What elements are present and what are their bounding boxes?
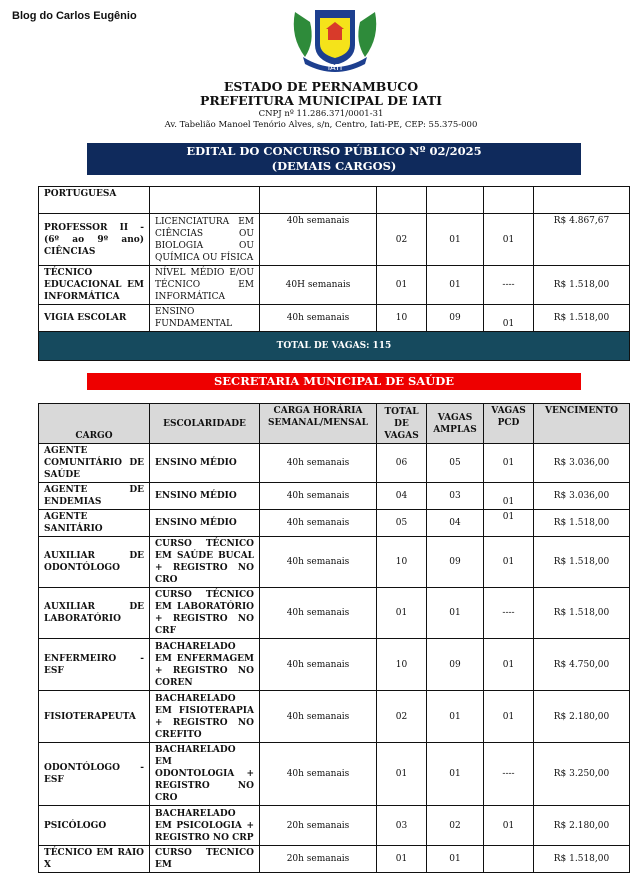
total-cell (377, 187, 427, 214)
escolaridade-cell: ENSINO MÉDIO (150, 483, 260, 510)
vencimento-cell: R$ 1.518,00 (534, 846, 630, 873)
edital-title: EDITAL DO CONCURSO PÚBLICO Nº 02/2025 (186, 144, 482, 158)
total-cell: 10 (377, 537, 427, 588)
blog-watermark: Blog do Carlos Eugênio (12, 10, 137, 22)
escolaridade-cell: ENSINO FUNDAMENTAL (150, 305, 260, 332)
header-escolaridade: ESCOLARIDADE (150, 404, 260, 444)
cargo-cell: PSICÓLOGO (39, 806, 150, 846)
pcd-cell: 01 (484, 691, 534, 743)
table-row (39, 537, 630, 588)
table-row (39, 639, 630, 691)
total-cell: 06 (377, 444, 427, 483)
table-row (39, 444, 630, 483)
vencimento-cell: R$ 1.518,00 (534, 266, 630, 305)
table-row (39, 806, 630, 846)
cargo-cell: FISIOTERAPEUTA (39, 691, 150, 743)
vencimento-cell: R$ 1.518,00 (534, 305, 630, 332)
total-cell: 01 (377, 588, 427, 639)
vencimento-cell: R$ 2.180,00 (534, 806, 630, 846)
table-row (39, 691, 630, 743)
iati-coat-of-arms-icon (285, 2, 385, 77)
table-row (39, 187, 630, 214)
carga-cell (260, 187, 377, 214)
cargo-cell: AUXILIAR DE LABORATÓRIO (39, 588, 150, 639)
total-cell: 01 (377, 846, 427, 873)
table-row (39, 214, 630, 266)
carga-cell: 40h semanais (260, 444, 377, 483)
escolaridade-cell: BACHARELADO EM FISIOTERAPIA + REGISTRO NO CREFITO (150, 691, 260, 743)
carga-cell: 40h semanais (260, 483, 377, 510)
vencimento-cell: R$ 3.036,00 (534, 444, 630, 483)
table-header-row (39, 404, 630, 444)
pcd-cell: 01 (484, 305, 534, 332)
pcd-cell: 01 (484, 806, 534, 846)
address-text: Av. Tabelião Manoel Tenório Alves, s/n, Centro, Iati-PE, CEP: 55.375-000 (164, 120, 478, 130)
cargo-cell: TÉCNICO EDUCACIONAL EM INFORMÁTICA (39, 266, 150, 305)
amplas-cell: 01 (427, 214, 484, 266)
total-row (39, 332, 630, 361)
table-row (39, 743, 630, 806)
pcd-cell (484, 846, 534, 873)
total-cell: 02 (377, 214, 427, 266)
amplas-cell: 01 (427, 743, 484, 806)
pcd-cell: 01 (484, 510, 534, 537)
cargo-cell: PROFESSOR II - (6º ao 9º ano) CIÊNCIAS (39, 214, 150, 266)
prefeitura-heading: PREFEITURA MUNICIPAL DE IATI (199, 93, 443, 108)
cargo-cell: VIGIA ESCOLAR (39, 305, 150, 332)
total-cell: 02 (377, 691, 427, 743)
escolaridade-cell: BACHARELADO EM ENFERMAGEM + REGISTRO NO COREN (150, 639, 260, 691)
vencimento-cell: R$ 2.180,00 (534, 691, 630, 743)
header-amplas: VAGAS AMPLAS (427, 404, 484, 444)
amplas-cell: 09 (427, 305, 484, 332)
cargo-cell: PORTUGUESA (39, 187, 150, 214)
vencimento-cell: R$ 3.036,00 (534, 483, 630, 510)
vencimento-cell: R$ 1.518,00 (534, 537, 630, 588)
total-cell: 10 (377, 305, 427, 332)
carga-cell: 40h semanais (260, 510, 377, 537)
escolaridade-cell: LICENCIATURA EM CIÊNCIAS OU BIOLOGIA OU QUÍMICA OU FÍSICA (150, 214, 260, 266)
cargo-cell: AGENTE SANITÁRIO (39, 510, 150, 537)
education-vacancy-table (38, 186, 630, 361)
vencimento-cell (534, 187, 630, 214)
cnpj-text: CNPJ nº 11.286.371/0001-31 (258, 109, 384, 119)
escolaridade-cell: CURSO TECNICO EM (150, 846, 260, 873)
carga-cell: 40H semanais (260, 266, 377, 305)
pcd-cell (484, 187, 534, 214)
vencimento-cell: R$ 3.250,00 (534, 743, 630, 806)
svg-text:IATI: IATI (327, 63, 343, 72)
pcd-cell: 01 (484, 214, 534, 266)
saude-banner: SECRETARIA MUNICIPAL DE SAÚDE (87, 373, 581, 390)
escolaridade-cell: BACHARELADO EM ODONTOLOGIA + REGISTRO NO CRO (150, 743, 260, 806)
pcd-cell: 01 (484, 639, 534, 691)
total-vagas-label: TOTAL DE VAGAS: 115 (39, 332, 630, 361)
vencimento-cell: R$ 4.867,67 (534, 214, 630, 266)
amplas-cell: 04 (427, 510, 484, 537)
escolaridade-cell: ENSINO MÉDIO (150, 444, 260, 483)
total-cell: 01 (377, 743, 427, 806)
vencimento-cell: R$ 1.518,00 (534, 588, 630, 639)
cargo-cell: AUXILIAR DE ODONTÓLOGO (39, 537, 150, 588)
header-cargo: CARGO (39, 404, 150, 444)
cargo-cell: ODONTÓLOGO - ESF (39, 743, 150, 806)
header-carga: CARGA HORÁRIA SEMANAL/MENSAL (260, 404, 377, 444)
amplas-cell: 02 (427, 806, 484, 846)
carga-cell: 20h semanais (260, 846, 377, 873)
cargo-cell: TÉCNICO EM RAIO X (39, 846, 150, 873)
vencimento-cell: R$ 1.518,00 (534, 510, 630, 537)
cargo-cell: AGENTE DE ENDEMIAS (39, 483, 150, 510)
carga-cell: 40h semanais (260, 537, 377, 588)
table-row (39, 510, 630, 537)
saude-vacancy-table (38, 403, 630, 873)
carga-cell: 40h semanais (260, 691, 377, 743)
pcd-cell: ---- (484, 588, 534, 639)
amplas-cell: 09 (427, 537, 484, 588)
total-cell: 05 (377, 510, 427, 537)
pcd-cell: ---- (484, 743, 534, 806)
escolaridade-cell: ENSINO MÉDIO (150, 510, 260, 537)
amplas-cell (427, 187, 484, 214)
table-row (39, 483, 630, 510)
total-cell: 04 (377, 483, 427, 510)
table-row (39, 266, 630, 305)
amplas-cell: 01 (427, 588, 484, 639)
escolaridade-cell: CURSO TÉCNICO EM LABORATÓRIO + REGISTRO NO CRF (150, 588, 260, 639)
state-heading: ESTADO DE PERNAMBUCO (223, 79, 419, 94)
amplas-cell: 09 (427, 639, 484, 691)
carga-cell: 40h semanais (260, 639, 377, 691)
cargo-cell: AGENTE COMUNITÁRIO DE SAÚDE (39, 444, 150, 483)
edital-banner (87, 143, 581, 175)
escolaridade-cell: NÍVEL MÉDIO E/OU TÉCNICO EM INFORMÁTICA (150, 266, 260, 305)
pcd-cell: ---- (484, 266, 534, 305)
total-cell: 03 (377, 806, 427, 846)
escolaridade-cell: CURSO TÉCNICO EM SAÚDE BUCAL + REGISTRO NO CRO (150, 537, 260, 588)
carga-cell: 40h semanais (260, 743, 377, 806)
table-row (39, 588, 630, 639)
carga-cell: 20h semanais (260, 806, 377, 846)
pcd-cell: 01 (484, 444, 534, 483)
header-total: TOTAL DE VAGAS (377, 404, 427, 444)
amplas-cell: 05 (427, 444, 484, 483)
header-pcd: VAGAS PCD (484, 404, 534, 444)
table-row (39, 305, 630, 332)
amplas-cell: 01 (427, 266, 484, 305)
pcd-cell: 01 (484, 537, 534, 588)
vencimento-cell: R$ 4.750,00 (534, 639, 630, 691)
amplas-cell: 01 (427, 691, 484, 743)
table-row (39, 846, 630, 873)
amplas-cell: 03 (427, 483, 484, 510)
header-vencimento: VENCIMENTO (534, 404, 630, 444)
escolaridade-cell (150, 187, 260, 214)
carga-cell: 40h semanais (260, 588, 377, 639)
escolaridade-cell: BACHARELADO EM PSICOLOGIA + REGISTRO NO CRP (150, 806, 260, 846)
carga-cell: 40h semanais (260, 305, 377, 332)
amplas-cell: 01 (427, 846, 484, 873)
edital-subtitle: (DEMAIS CARGOS) (271, 159, 397, 173)
total-cell: 10 (377, 639, 427, 691)
cargo-cell: ENFERMEIRO - ESF (39, 639, 150, 691)
carga-cell: 40h semanais (260, 214, 377, 266)
pcd-cell: 01 (484, 483, 534, 510)
total-cell: 01 (377, 266, 427, 305)
